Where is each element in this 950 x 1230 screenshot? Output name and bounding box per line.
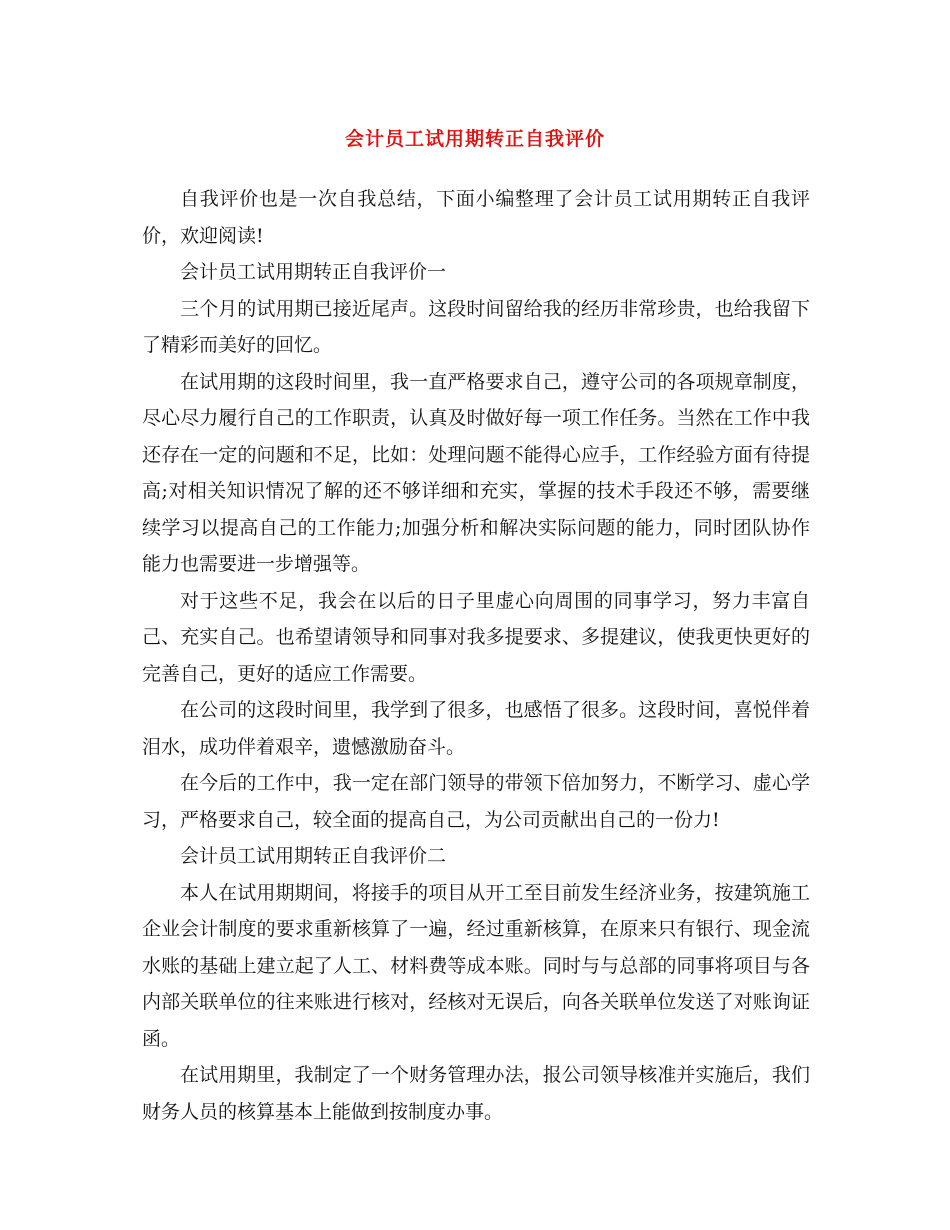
paragraph: 在试用期里，我制定了一个财务管理办法，报公司领导核准并实施后，我们财务人员的核算基本上能做到按制度办事。 [142, 1064, 810, 1123]
section-heading-2: 会计员工试用期转正自我评价二 [180, 845, 447, 867]
paragraph: 在今后的工作中，我一定在部门领导的带领下倍加努力，不断学习、虚心学习，严格要求自己，较全面的提高自己，为公司贡献出自己的一份力! [142, 772, 810, 831]
paragraph-intro: 自我评价也是一次自我总结，下面小编整理了会计员工试用期转正自我评价，欢迎阅读! [142, 188, 810, 247]
section-heading-1: 会计员工试用期转正自我评价一 [180, 261, 447, 283]
document-body [142, 181, 810, 1130]
paragraph: 对于这些不足，我会在以后的日子里虚心向周围的同事学习，努力丰富自己、充实自己。也希望请领导和同事对我多提要求、多提建议，使我更快更好的完善自己，更好的适应工作需要。 [142, 589, 810, 685]
paragraph: 在试用期的这段时间里，我一直严格要求自己，遵守公司的各项规章制度，尽心尽力履行自己的工作职责，认真及时做好每一项工作任务。当然在工作中我还存在一定的问题和不足，比如：处理问题不能得心应手，工作经验方面有待提高;对相关知识情况了解的还不够详细和充实，掌握的技术手段还不够，需要继续学习以提高自己的工作能力;加强分析和解决实际问题的能力，同时团队协作能力也需要进一步增强等。 [142, 370, 810, 575]
paragraph: 本人在试用期期间，将接手的项目从开工至目前发生经济业务，按建筑施工企业会计制度的要求重新核算了一遍，经过重新核算，在原来只有银行、现金流水账的基础上建立起了人工、材料费等成本账。同时与与总部的同事将项目与各内部关联单位的往来账进行核对，经核对无误后，向各关联单位发送了对账询证函。 [142, 881, 810, 1050]
document-title: 会计员工试用期转正自我评价 [344, 128, 605, 150]
paragraph: 在公司的这段时间里，我学到了很多，也感悟了很多。这段时间，喜悦伴着泪水，成功伴着艰辛，遗憾激励奋斗。 [142, 699, 810, 758]
paragraph: 三个月的试用期已接近尾声。这段时间留给我的经历非常珍贵，也给我留下了精彩而美好的回忆。 [142, 297, 810, 356]
